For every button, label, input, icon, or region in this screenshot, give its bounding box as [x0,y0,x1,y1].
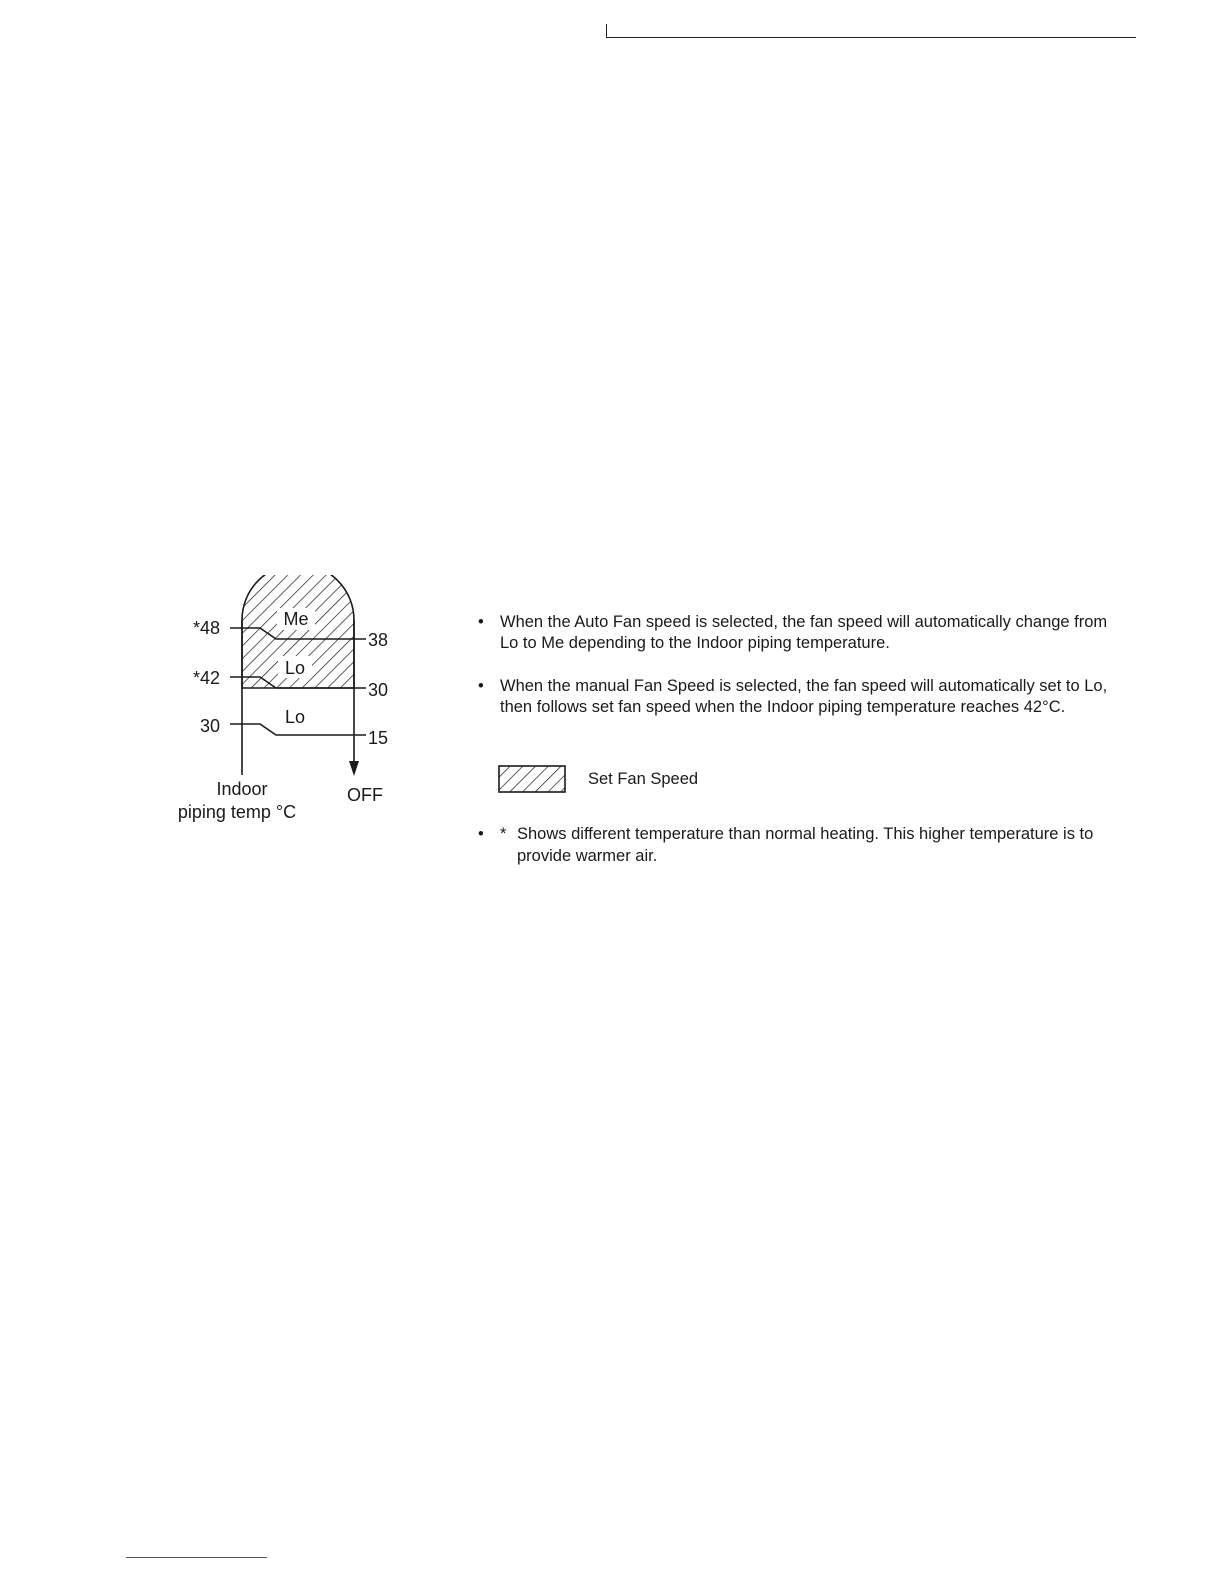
footer-link-underline[interactable] [126,1557,267,1558]
fan-speed-diagram [160,575,440,840]
note-higher-temp [476,823,1116,867]
left-label-30: 30 [199,716,220,736]
left-label-48: *48 [192,618,220,638]
note-higher-temp-wrap [476,823,1116,867]
zone-label-lo-upper: Lo [284,658,306,678]
zone-label-lo-lower: Lo [284,707,306,727]
off-arrow-icon [349,761,359,776]
axis-label-line1: Indoor [216,779,268,799]
note-higher-temp-text: Shows different temperature than normal heating. This higher temperature is to provide warmer air. [517,825,1094,865]
bullet-icon: • [478,613,484,631]
legend [498,764,698,794]
left-label-42: *42 [192,668,220,688]
hatch-swatch-icon [498,765,566,793]
note-manual-fan [476,676,1116,718]
notes-list [476,612,1116,718]
bullet-icon: • [478,825,484,843]
header-rule [606,24,1136,38]
bullet-icon: • [478,677,484,695]
fan-speed-diagram-svg [160,575,440,840]
right-label-15: 15 [368,728,389,748]
asterisk-marker: * [500,825,507,843]
axis-label-line2: piping temp °C [177,802,297,822]
note-auto-fan [476,612,1116,654]
note-manual-fan-text: When the manual Fan Speed is selected, the fan speed will automatically set to Lo, then follows set fan speed when the Indoor piping temperature reaches 42°C. [500,677,1108,716]
note-auto-fan-text: When the Auto Fan speed is selected, the fan speed will automatically change from Lo to Me depending to the Indoor piping temperature. [500,613,1108,652]
right-label-38: 38 [368,630,389,650]
zone-label-me: Me [283,609,309,629]
right-label-30: 30 [368,680,389,700]
legend-label: Set Fan Speed [588,769,699,788]
off-label: OFF [347,785,383,805]
